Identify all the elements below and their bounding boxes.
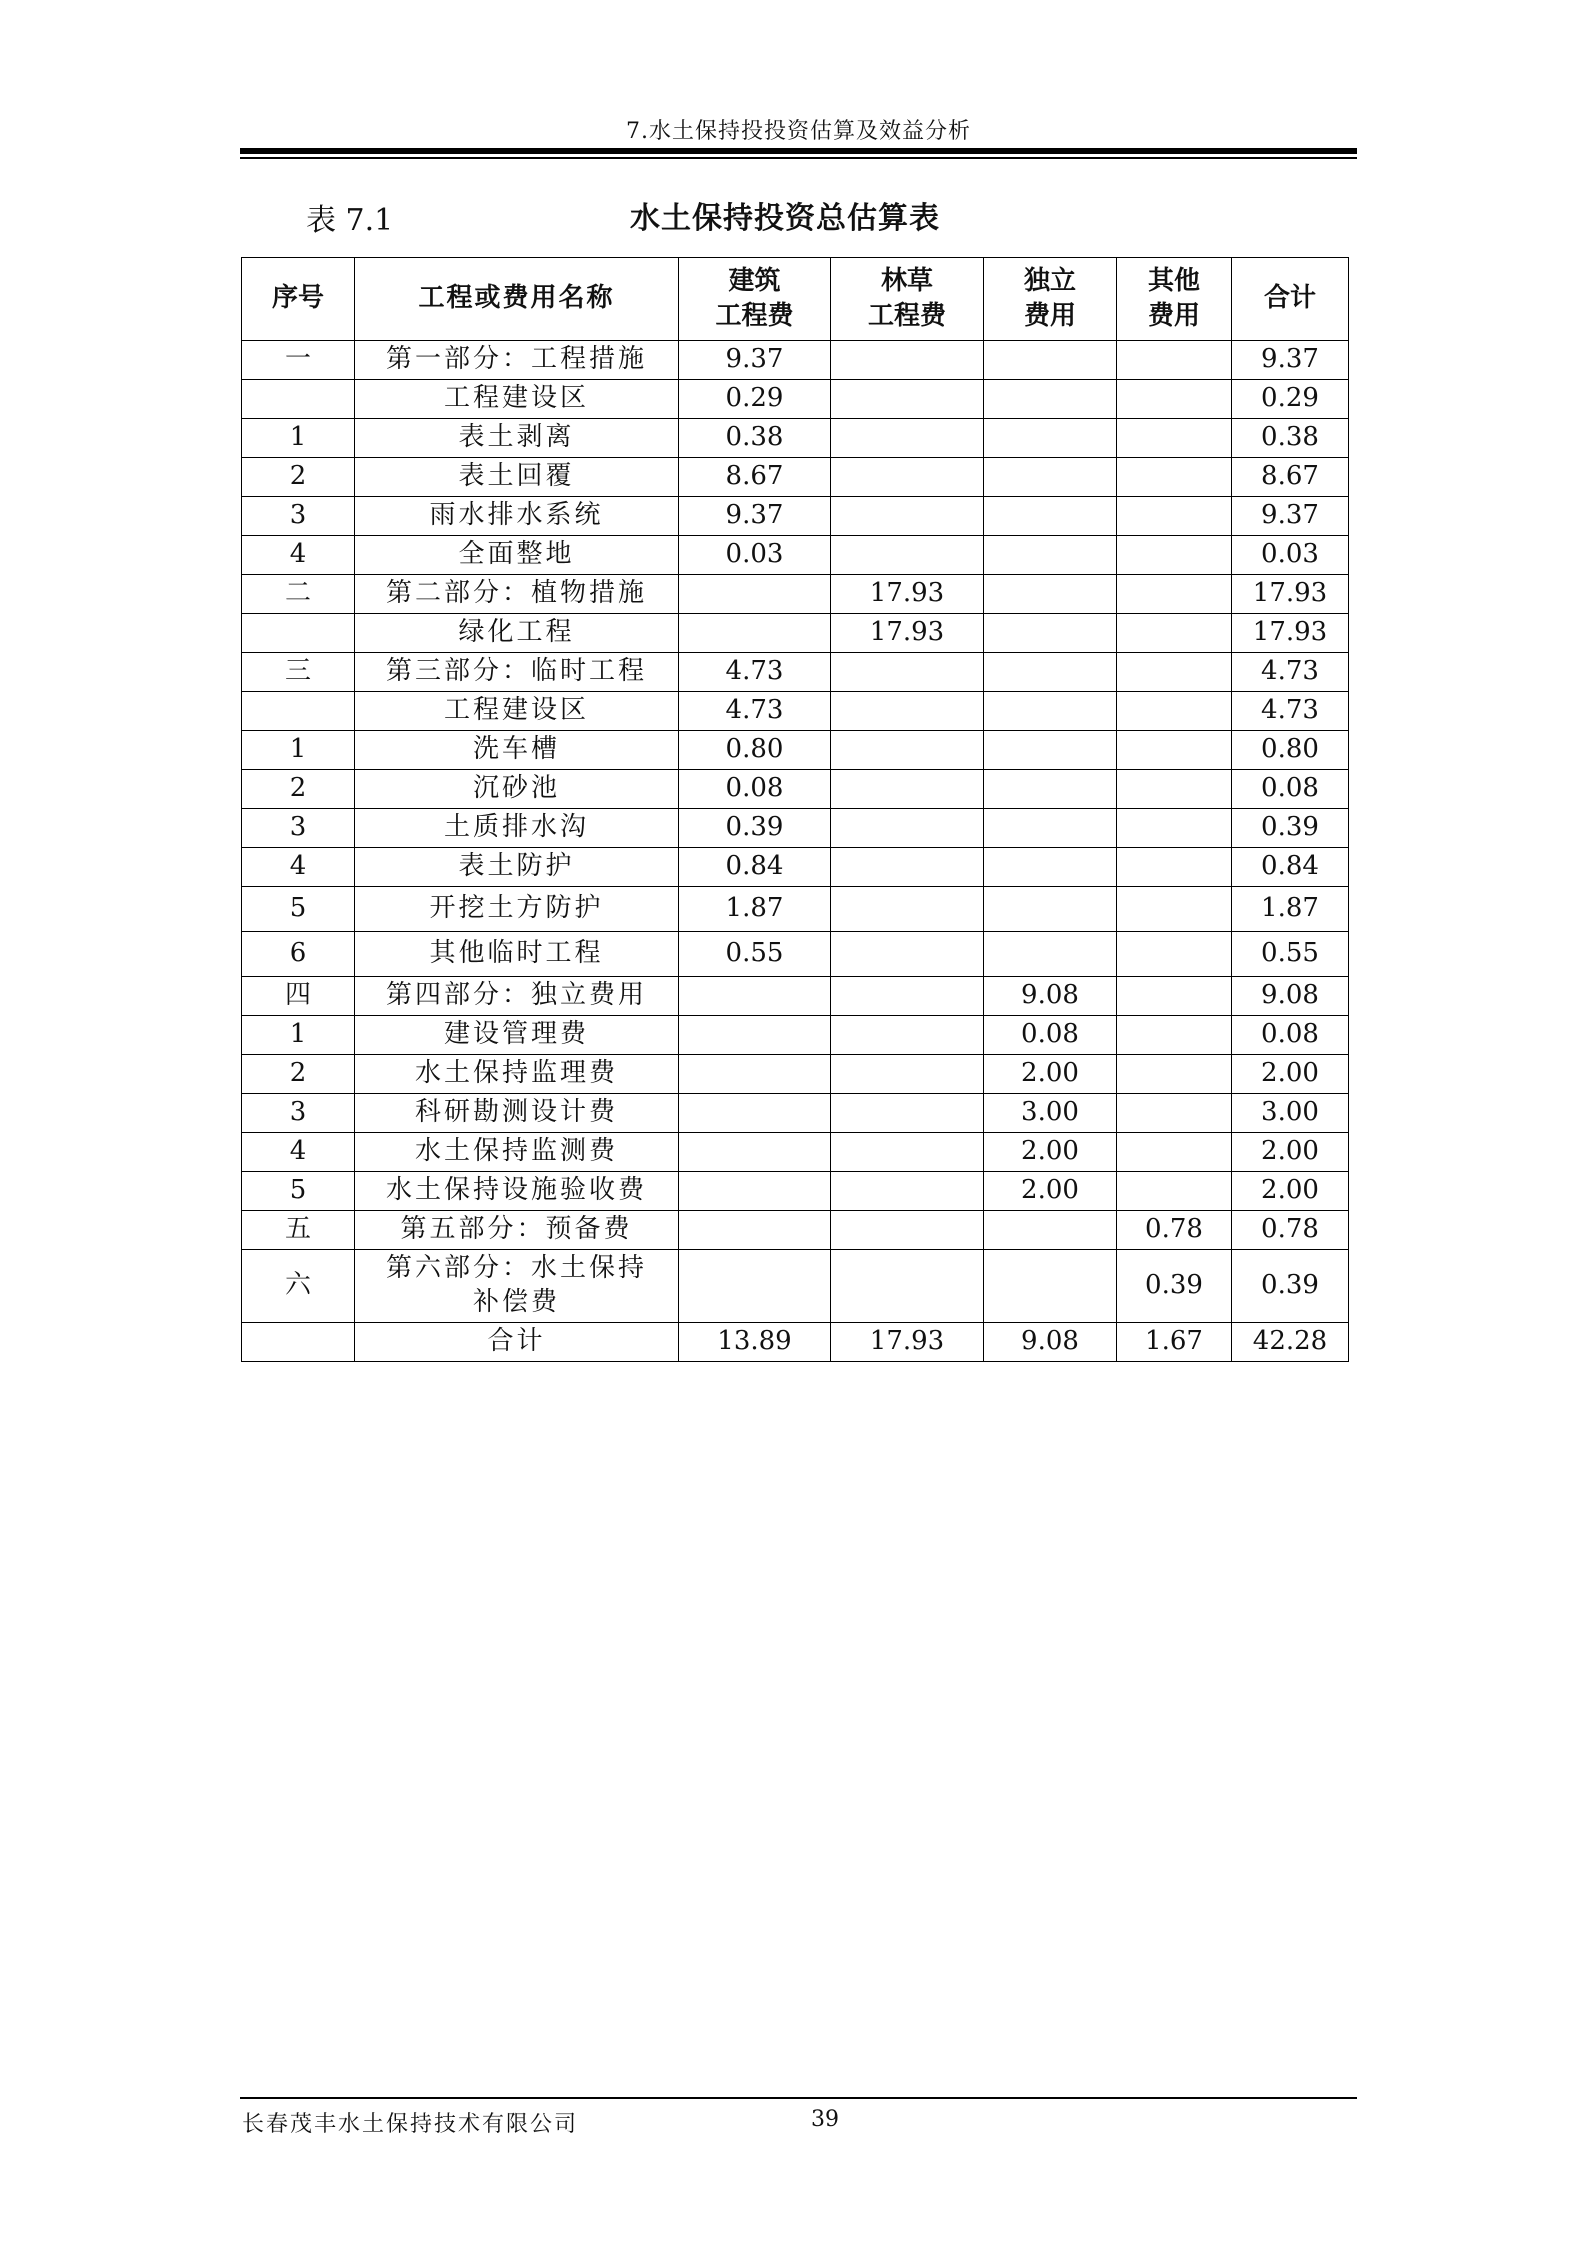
- cell-no: 3: [242, 809, 355, 848]
- cell-total: 0.39: [1232, 1250, 1349, 1323]
- cell-total: 0.80: [1232, 731, 1349, 770]
- investment-table: [241, 257, 1349, 1362]
- cell-plant: [831, 653, 984, 692]
- cell-no: 5: [242, 1172, 355, 1211]
- cell-name: 合计: [355, 1323, 679, 1362]
- cell-no: 6: [242, 932, 355, 977]
- cell-other: [1117, 497, 1232, 536]
- cell-other: [1117, 731, 1232, 770]
- cell-indep: [984, 575, 1117, 614]
- table-row: [242, 1016, 1349, 1055]
- cell-no: 一: [242, 341, 355, 380]
- cell-no: 3: [242, 497, 355, 536]
- cell-total: 0.08: [1232, 1016, 1349, 1055]
- cell-plant: [831, 341, 984, 380]
- cell-name: 水土保持监理费: [355, 1055, 679, 1094]
- cell-indep: [984, 731, 1117, 770]
- footer-company: 长春茂丰水土保持技术有限公司: [242, 2112, 579, 2137]
- cell-build: 0.84: [679, 848, 831, 887]
- cell-name: 沉砂池: [355, 770, 679, 809]
- table-row: [242, 1094, 1349, 1133]
- cell-total: 9.37: [1232, 341, 1349, 380]
- footer-rule: [240, 2097, 1357, 2099]
- table-row: [242, 692, 1349, 731]
- cell-name: 雨水排水系统: [355, 497, 679, 536]
- cell-other: [1117, 1172, 1232, 1211]
- cell-total: 0.55: [1232, 932, 1349, 977]
- cell-no: 3: [242, 1094, 355, 1133]
- table-row: [242, 380, 1349, 419]
- cell-plant: [831, 1172, 984, 1211]
- cell-build: 0.29: [679, 380, 831, 419]
- cell-indep: 0.08: [984, 1016, 1117, 1055]
- cell-total: 0.78: [1232, 1211, 1349, 1250]
- cell-other: [1117, 932, 1232, 977]
- cell-plant: [831, 887, 984, 932]
- cell-no: 五: [242, 1211, 355, 1250]
- cell-other: [1117, 458, 1232, 497]
- cell-other: [1117, 575, 1232, 614]
- table-row: [242, 653, 1349, 692]
- cell-build: 13.89: [679, 1323, 831, 1362]
- cell-plant: [831, 932, 984, 977]
- cell-build: [679, 614, 831, 653]
- cell-no: 4: [242, 848, 355, 887]
- table-row: [242, 419, 1349, 458]
- cell-name: 表土防护: [355, 848, 679, 887]
- cell-no: 4: [242, 536, 355, 575]
- cell-other: [1117, 341, 1232, 380]
- table-label: 表 7.1: [306, 203, 394, 238]
- cell-plant: [831, 770, 984, 809]
- cell-build: [679, 1133, 831, 1172]
- cell-no: 2: [242, 1055, 355, 1094]
- cell-plant: 17.93: [831, 575, 984, 614]
- cell-indep: 2.00: [984, 1172, 1117, 1211]
- table-row: [242, 731, 1349, 770]
- table-row: [242, 614, 1349, 653]
- cell-other: [1117, 770, 1232, 809]
- cell-build: [679, 575, 831, 614]
- cell-total: 2.00: [1232, 1133, 1349, 1172]
- header-rule: [240, 148, 1357, 154]
- cell-plant: [831, 809, 984, 848]
- cell-indep: 2.00: [984, 1133, 1117, 1172]
- cell-name: 其他临时工程: [355, 932, 679, 977]
- cell-indep: [984, 692, 1117, 731]
- cell-no: 5: [242, 887, 355, 932]
- cell-total: 2.00: [1232, 1172, 1349, 1211]
- cell-no: [242, 692, 355, 731]
- cell-plant: [831, 1055, 984, 1094]
- cell-build: 4.73: [679, 653, 831, 692]
- table-row: [242, 1323, 1349, 1362]
- cell-build: 1.87: [679, 887, 831, 932]
- cell-other: [1117, 419, 1232, 458]
- cell-build: 9.37: [679, 341, 831, 380]
- cell-indep: [984, 887, 1117, 932]
- cell-total: 42.28: [1232, 1323, 1349, 1362]
- running-header: 7.水土保持投投资估算及效益分析: [626, 119, 971, 144]
- cell-other: [1117, 653, 1232, 692]
- table-row: [242, 1250, 1349, 1323]
- table-row: [242, 809, 1349, 848]
- cell-name: 土质排水沟: [355, 809, 679, 848]
- cell-name: 洗车槽: [355, 731, 679, 770]
- cell-total: 0.39: [1232, 809, 1349, 848]
- header-rule-thin: [240, 157, 1357, 159]
- cell-build: 0.55: [679, 932, 831, 977]
- table-row: [242, 497, 1349, 536]
- cell-no: 四: [242, 977, 355, 1016]
- cell-no: 二: [242, 575, 355, 614]
- table-row: [242, 770, 1349, 809]
- cell-total: 0.84: [1232, 848, 1349, 887]
- cell-plant: [831, 380, 984, 419]
- cell-plant: [831, 497, 984, 536]
- cell-indep: [984, 419, 1117, 458]
- cell-indep: 9.08: [984, 977, 1117, 1016]
- cell-plant: [831, 1133, 984, 1172]
- cell-build: 4.73: [679, 692, 831, 731]
- cell-total: 8.67: [1232, 458, 1349, 497]
- cell-no: 1: [242, 419, 355, 458]
- table-row: [242, 848, 1349, 887]
- cell-name: 第三部分：临时工程: [355, 653, 679, 692]
- table-row: [242, 1211, 1349, 1250]
- cell-name: 表土剥离: [355, 419, 679, 458]
- cell-name: 表土回覆: [355, 458, 679, 497]
- cell-indep: 2.00: [984, 1055, 1117, 1094]
- cell-indep: [984, 536, 1117, 575]
- table-row: [242, 536, 1349, 575]
- cell-total: 0.29: [1232, 380, 1349, 419]
- cell-indep: [984, 1250, 1117, 1323]
- table-row: [242, 932, 1349, 977]
- col-header-indep: 独立 费用: [984, 258, 1117, 341]
- cell-plant: [831, 1016, 984, 1055]
- cell-plant: [831, 1250, 984, 1323]
- cell-other: [1117, 809, 1232, 848]
- cell-name: 水土保持监测费: [355, 1133, 679, 1172]
- cell-plant: [831, 1211, 984, 1250]
- page-number: 39: [811, 2107, 839, 2132]
- cell-other: 0.39: [1117, 1250, 1232, 1323]
- cell-name: 科研勘测设计费: [355, 1094, 679, 1133]
- cell-indep: [984, 653, 1117, 692]
- cell-other: [1117, 614, 1232, 653]
- cell-indep: [984, 932, 1117, 977]
- cell-total: 17.93: [1232, 614, 1349, 653]
- cell-build: [679, 1211, 831, 1250]
- table-row: [242, 458, 1349, 497]
- cell-other: [1117, 536, 1232, 575]
- table-row: [242, 977, 1349, 1016]
- cell-build: 0.08: [679, 770, 831, 809]
- cell-build: 9.37: [679, 497, 831, 536]
- cell-indep: [984, 809, 1117, 848]
- cell-build: 0.03: [679, 536, 831, 575]
- cell-total: 0.38: [1232, 419, 1349, 458]
- cell-other: [1117, 977, 1232, 1016]
- cell-other: [1117, 1016, 1232, 1055]
- cell-total: 1.87: [1232, 887, 1349, 932]
- cell-indep: [984, 770, 1117, 809]
- cell-other: [1117, 1055, 1232, 1094]
- cell-other: 0.78: [1117, 1211, 1232, 1250]
- cell-name: 第六部分：水土保持补偿费: [355, 1250, 679, 1323]
- cell-plant: [831, 536, 984, 575]
- cell-name: 第五部分：预备费: [355, 1211, 679, 1250]
- cell-plant: [831, 848, 984, 887]
- cell-indep: 9.08: [984, 1323, 1117, 1362]
- cell-no: 2: [242, 458, 355, 497]
- cell-total: 0.03: [1232, 536, 1349, 575]
- cell-build: [679, 1250, 831, 1323]
- cell-no: 1: [242, 1016, 355, 1055]
- cell-total: 9.37: [1232, 497, 1349, 536]
- cell-indep: [984, 614, 1117, 653]
- table-row: [242, 341, 1349, 380]
- cell-build: [679, 1172, 831, 1211]
- col-header-total: 合计: [1232, 258, 1349, 341]
- cell-indep: [984, 458, 1117, 497]
- cell-indep: [984, 1211, 1117, 1250]
- cell-build: [679, 1055, 831, 1094]
- cell-name: 建设管理费: [355, 1016, 679, 1055]
- cell-other: [1117, 1094, 1232, 1133]
- cell-build: 0.39: [679, 809, 831, 848]
- cell-plant: 17.93: [831, 1323, 984, 1362]
- cell-name: 工程建设区: [355, 380, 679, 419]
- cell-no: 2: [242, 770, 355, 809]
- cell-no: 4: [242, 1133, 355, 1172]
- table-header-row: [242, 258, 1349, 341]
- cell-name: 水土保持设施验收费: [355, 1172, 679, 1211]
- table-row: [242, 1172, 1349, 1211]
- cell-total: 4.73: [1232, 692, 1349, 731]
- cell-build: [679, 1094, 831, 1133]
- cell-build: 0.38: [679, 419, 831, 458]
- col-header-plant: 林草 工程费: [831, 258, 984, 341]
- cell-build: 0.80: [679, 731, 831, 770]
- cell-plant: [831, 419, 984, 458]
- cell-name: 开挖土方防护: [355, 887, 679, 932]
- cell-build: 8.67: [679, 458, 831, 497]
- table-row: [242, 887, 1349, 932]
- cell-total: 4.73: [1232, 653, 1349, 692]
- cell-other: [1117, 380, 1232, 419]
- cell-no: 1: [242, 731, 355, 770]
- cell-name: 第一部分：工程措施: [355, 341, 679, 380]
- cell-indep: [984, 848, 1117, 887]
- cell-plant: [831, 977, 984, 1016]
- cell-indep: [984, 497, 1117, 536]
- col-header-other: 其他 费用: [1117, 258, 1232, 341]
- cell-plant: [831, 731, 984, 770]
- cell-build: [679, 977, 831, 1016]
- cell-plant: [831, 1094, 984, 1133]
- col-header-no: 序号: [242, 258, 355, 341]
- cell-plant: [831, 458, 984, 497]
- cell-plant: [831, 692, 984, 731]
- table-row: [242, 1055, 1349, 1094]
- cell-no: [242, 380, 355, 419]
- cell-other: [1117, 887, 1232, 932]
- cell-plant: 17.93: [831, 614, 984, 653]
- cell-indep: [984, 341, 1117, 380]
- cell-total: 0.08: [1232, 770, 1349, 809]
- cell-no: 三: [242, 653, 355, 692]
- cell-name: 工程建设区: [355, 692, 679, 731]
- col-header-build: 建筑 工程费: [679, 258, 831, 341]
- cell-name: 绿化工程: [355, 614, 679, 653]
- col-header-name: 工程或费用名称: [355, 258, 679, 341]
- cell-no: [242, 1323, 355, 1362]
- cell-other: [1117, 692, 1232, 731]
- cell-total: 3.00: [1232, 1094, 1349, 1133]
- cell-other: [1117, 848, 1232, 887]
- cell-indep: [984, 380, 1117, 419]
- table-row: [242, 1133, 1349, 1172]
- table-row: [242, 575, 1349, 614]
- cell-total: 9.08: [1232, 977, 1349, 1016]
- table-title: 水土保持投资总估算表: [630, 201, 940, 236]
- cell-name: 全面整地: [355, 536, 679, 575]
- cell-indep: 3.00: [984, 1094, 1117, 1133]
- cell-total: 17.93: [1232, 575, 1349, 614]
- cell-other: [1117, 1133, 1232, 1172]
- cell-name: 第四部分：独立费用: [355, 977, 679, 1016]
- cell-build: [679, 1016, 831, 1055]
- cell-name: 第二部分：植物措施: [355, 575, 679, 614]
- cell-no: 六: [242, 1250, 355, 1323]
- cell-other: 1.67: [1117, 1323, 1232, 1362]
- cell-total: 2.00: [1232, 1055, 1349, 1094]
- cell-no: [242, 614, 355, 653]
